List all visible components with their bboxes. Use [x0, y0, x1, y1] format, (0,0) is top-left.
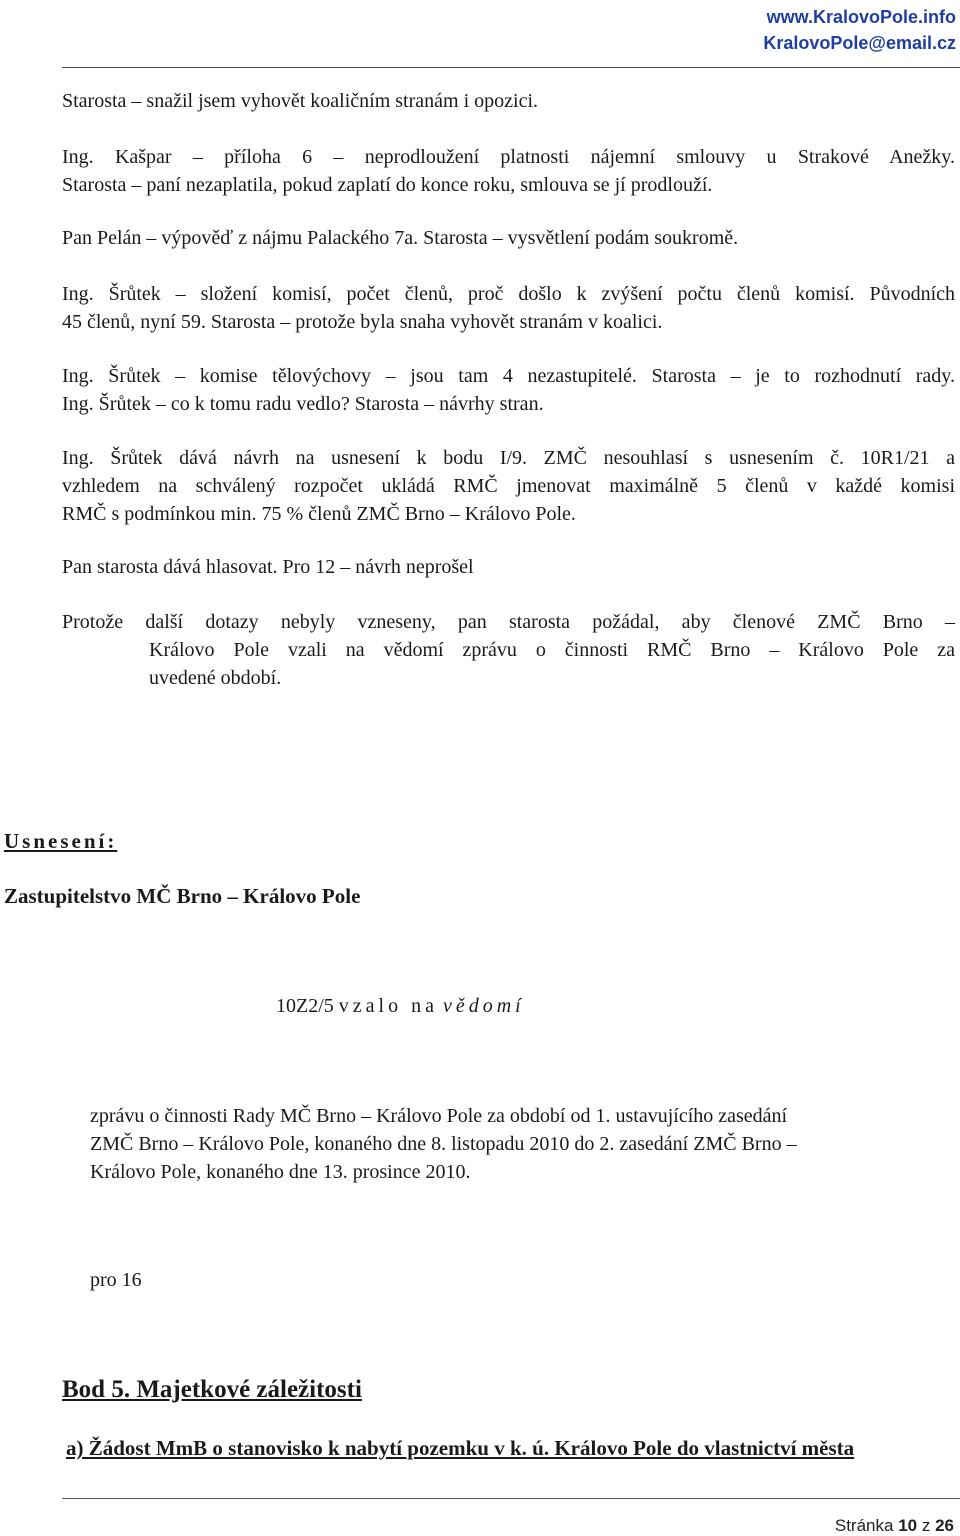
resolution-text [90, 1102, 797, 1186]
paragraph-srutek-telovychova [62, 362, 955, 418]
section-subtitle: a) Žádost MmB o stanovisko k nabytí pozemku v k. ú. Královo Pole do vlastnictví města [66, 1436, 855, 1460]
paragraph-line: RMČ s podmínkou min. 75 % členů ZMČ Brno – Královo Pole. [62, 503, 576, 525]
section-title: Bod 5. Majetkové záležitosti [62, 1376, 362, 1403]
resolution-verb: vzalo na [338, 995, 438, 1017]
resolution-number: 10Z2/5 [276, 995, 334, 1017]
paragraph-line: Královo Pole, konaného dne 13. prosince 2010. [90, 1161, 471, 1183]
footer-page-number: 10 [898, 1516, 918, 1535]
footer-page-total: 26 [935, 1516, 954, 1535]
page-header [763, 4, 956, 56]
paragraph-line: vzhledem na schválený rozpočet ukládá RMČ jmenovat maximálně 5 členů v každé komisi [62, 475, 955, 497]
paragraph-line: Ing. Kašpar – příloha 6 – neprodloužení platnosti nájemní smlouvy u Strakové Anežky. [62, 146, 955, 168]
paragraph-line: Ing. Šrůtek – složení komisí, počet členů, proč došlo k zvýšení počtu členů komisí. Původních [62, 283, 955, 305]
resolution-heading: Usnesení: [4, 829, 118, 853]
resolution-vote: pro 16 [90, 1269, 142, 1291]
paragraph-line: Ing. Šrůtek dává návrh na usnesení k bodu I/9. ZMČ nesouhlasí s usnesením č. 10R1/21 a [62, 447, 955, 469]
paragraph-pelan: Pan Pelán – výpověď z nájmu Palackého 7a. Starosta – vysvětlení podám soukromě. [62, 227, 739, 249]
paragraph-line: uvedené období. [149, 667, 282, 689]
paragraph-hlasovani: Pan starosta dává hlasovat. Pro 12 – návrh neprošel [62, 556, 474, 578]
header-divider [62, 67, 960, 68]
resolution-verb-italic: vědomí [442, 995, 525, 1017]
footer-label: Stránka [834, 1516, 894, 1535]
paragraph-srutek-komise [62, 280, 955, 336]
paragraph-line: Ing. Šrůtek – co k tomu radu vedlo? Starosta – návrhy stran. [62, 393, 544, 415]
paragraph-line: zprávu o činnosti Rady MČ Brno – Královo Pole za období od 1. ustavujícího zasedání [90, 1105, 788, 1127]
resolution-body: Zastupitelstvo MČ Brno – Královo Pole [4, 884, 361, 908]
paragraph-srutek-navrh [62, 444, 955, 528]
resolution-statement [276, 995, 525, 1018]
paragraph-line: Protože další dotazy nebyly vzneseny, pan starosta požádal, aby členové ZMČ Brno – [62, 611, 955, 633]
footer-of: z [921, 1516, 931, 1535]
footer-divider [62, 1498, 960, 1499]
header-website-link[interactable]: www.KralovoPole.info [766, 7, 956, 27]
paragraph-line: 45 členů, nyní 59. Starosta – protože byla snaha vyhovět stranám v koalici. [62, 311, 663, 333]
header-email-link[interactable]: KralovoPole@email.cz [763, 33, 956, 53]
paragraph-line: Královo Pole vzali na vědomí zprávu o činnosti RMČ Brno – Královo Pole za [149, 639, 955, 661]
page-footer [835, 1516, 954, 1536]
paragraph-zaver [62, 608, 955, 692]
paragraph-line: Starosta – paní nezaplatila, pokud zaplatí do konce roku, smlouva se jí prodlouží. [62, 174, 713, 196]
paragraph-line: ZMČ Brno – Královo Pole, konaného dne 8. listopadu 2010 do 2. zasedání ZMČ Brno – [90, 1133, 797, 1155]
paragraph-kaspar [62, 143, 955, 199]
paragraph-starosta-koalice: Starosta – snažil jsem vyhovět koaličním stranám i opozici. [62, 90, 539, 112]
paragraph-line: Ing. Šrůtek – komise tělovýchovy – jsou tam 4 nezastupitelé. Starosta – je to rozhodnutí rady. [62, 365, 955, 387]
